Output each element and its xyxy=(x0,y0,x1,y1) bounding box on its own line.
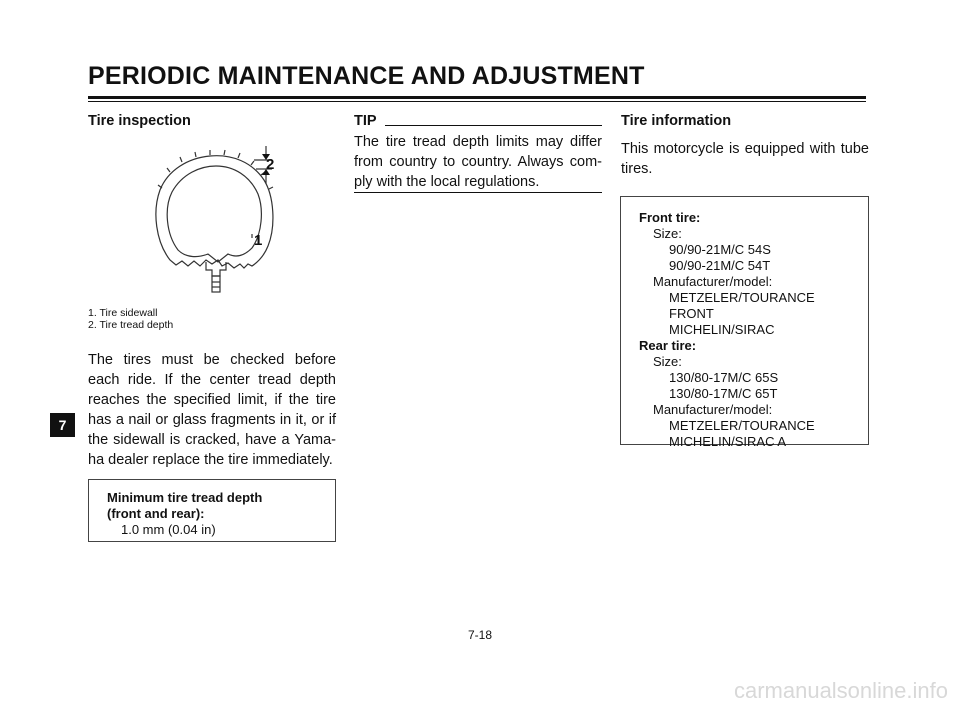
body-line: This motorcycle is equipped with tube xyxy=(621,141,869,157)
rear-size-label: Size: xyxy=(653,354,682,369)
header-rule-thin xyxy=(88,101,866,102)
body-line: has a nail or glass fragments in it, or if xyxy=(88,412,336,428)
front-model-value: METZELER/TOURANCE xyxy=(669,290,815,305)
tip-line: The tire tread depth limits may differ xyxy=(354,134,602,150)
watermark: carmanualsonline.info xyxy=(733,678,948,703)
page-number: 7-18 xyxy=(467,628,493,642)
tire-outer-profile xyxy=(156,156,273,268)
front-size-value: 90/90-21M/C 54S xyxy=(669,242,771,257)
rear-manufacturer-label: Manufacturer/model: xyxy=(653,402,773,417)
body-line: the sidewall is cracked, have a Yama- xyxy=(88,432,336,448)
tip-rule xyxy=(385,125,602,126)
tire-rim xyxy=(206,262,226,276)
tip-heading xyxy=(354,113,602,129)
tip-body xyxy=(354,132,602,192)
tire-inspection-body xyxy=(88,350,336,470)
tire-inspection-heading: Tire inspection xyxy=(88,113,191,129)
header-rule xyxy=(88,96,866,99)
spec-value: 1.0 mm (0.04 in) xyxy=(121,522,216,537)
rear-model-value: METZELER/TOURANCE xyxy=(669,418,815,433)
body-line: ha dealer replace the tire immediately. xyxy=(88,452,333,468)
rear-size-value: 130/80-17M/C 65S xyxy=(669,370,779,385)
legend-item: 2. Tire tread depth xyxy=(88,319,174,331)
spec-label: Minimum tire tread depth xyxy=(107,490,263,505)
front-model-value: FRONT xyxy=(669,306,714,321)
body-line: tires. xyxy=(621,161,653,177)
rear-tire-label: Rear tire: xyxy=(639,338,697,353)
tire-information-heading: Tire information xyxy=(621,113,732,129)
front-manufacturer-label: Manufacturer/model: xyxy=(653,274,773,289)
tip-label: TIP xyxy=(354,113,377,129)
tire-inner-cavity xyxy=(167,166,261,262)
front-size-label: Size: xyxy=(653,226,682,241)
valve-stem xyxy=(212,276,220,292)
tip-line: ply with the local regulations. xyxy=(354,174,540,190)
figure-legend xyxy=(88,307,173,331)
tip-line: from country to country. Always com- xyxy=(354,154,602,170)
body-line: each ride. If the center tread depth xyxy=(88,372,336,388)
body-line: reaches the specified limit, if the tire xyxy=(88,392,336,408)
rear-model-value: MICHELIN/SIRAC A xyxy=(669,434,787,449)
callout-1: 1 xyxy=(254,232,263,249)
tire-spec-box xyxy=(620,196,869,449)
body-line: The tires must be checked before xyxy=(88,352,336,368)
front-model-value: MICHELIN/SIRAC xyxy=(669,322,775,337)
callout-2: 2 xyxy=(266,156,275,173)
page-title: PERIODIC MAINTENANCE AND ADJUSTMENT xyxy=(88,62,645,90)
chapter-tab: 7 xyxy=(50,413,75,437)
min-tread-depth-spec-box xyxy=(88,479,336,542)
rear-size-value: 130/80-17M/C 65T xyxy=(669,386,778,401)
tip-bottom-rule xyxy=(354,192,602,193)
front-tire-label: Front tire: xyxy=(639,210,701,225)
legend-item: 1. Tire sidewall xyxy=(88,307,158,319)
front-size-value: 90/90-21M/C 54T xyxy=(669,258,771,273)
spec-label: (front and rear): xyxy=(107,506,205,521)
tire-information-body xyxy=(621,139,869,179)
